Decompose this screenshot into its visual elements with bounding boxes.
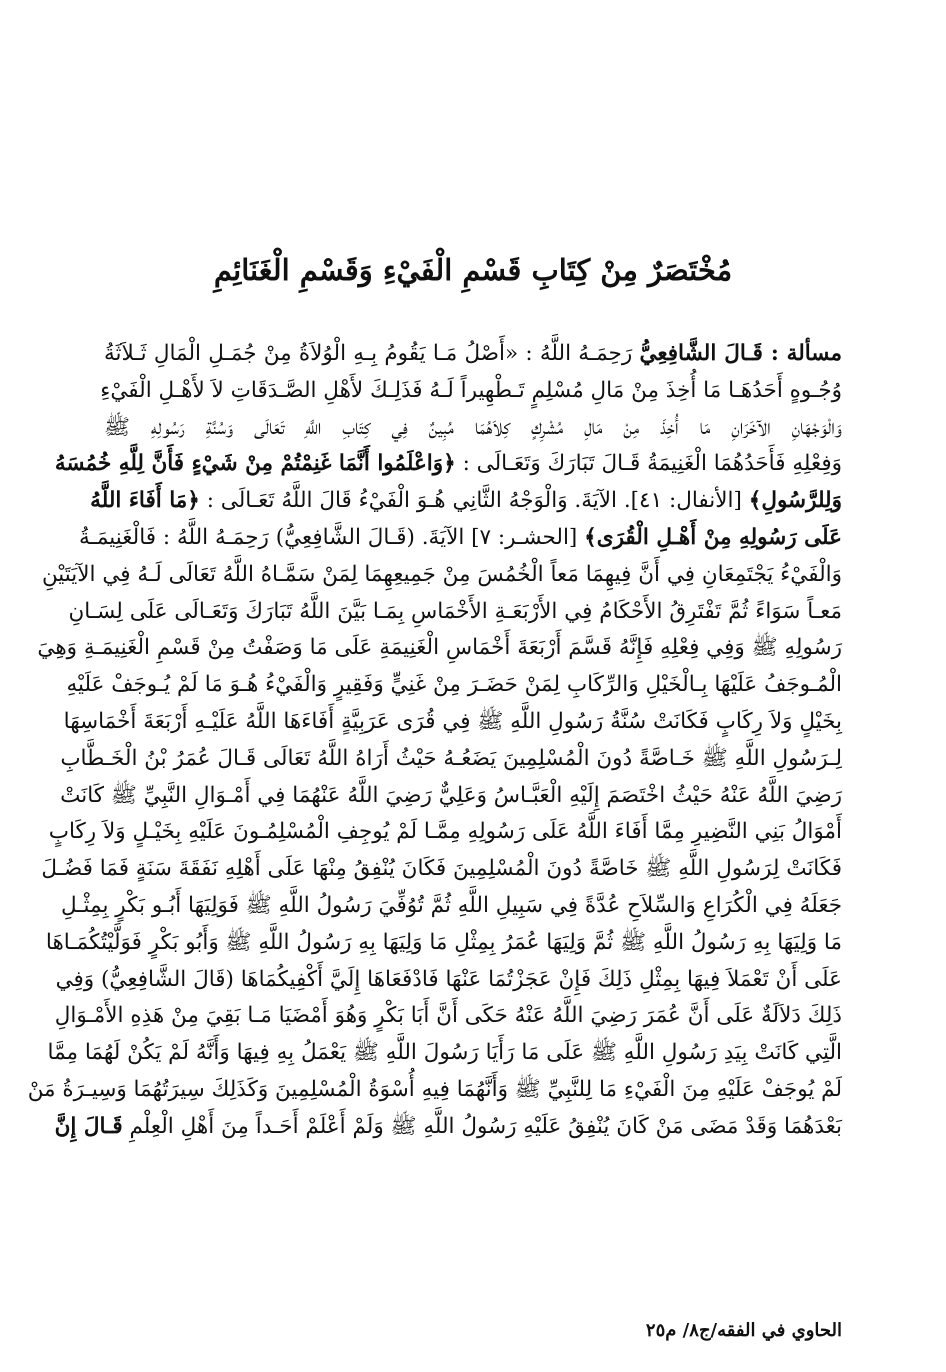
bold-text-run: ﴿مَا أَفَاءَ اللَّهُ	[90, 488, 200, 514]
text-line	[45, 925, 842, 962]
text-run: الَّتِي كَانَتْ بِيَدِ رَسُولِ اللَّهِ ﷺ عَلَى مَا رَأَيَا رَسُولَ اللَّهِ ﷺ يَعْمَلُ بِهِ فِيهَا وَأَنَّهُ لَمْ يَكُنْ لَهُمَا مِمَّا	[47, 1040, 842, 1066]
text-run: وَالْفَيْءُ يَجْتَمِعَانِ فِي أَنَّ فِيهِمَا مَعاً الْخُمُسَ مِنْ جَمِيعِهِمَا لِمَنْ سَمَّـاهُ اللَّهُ تَعَالَى لَـهُ فِي الآيَتَيْنِ	[41, 561, 842, 587]
text-line	[66, 667, 842, 704]
text-run: لِـرَسُولِ اللَّهِ ﷺ خَـاصَّةً دُونَ الْمُسْلِمِينَ يَضَعُـهُ حَيْثُ أَرَاهُ اللَّهُ تَعَالَى قَـالَ عُمَرُ بْنُ الْخَـطَّابِ	[60, 745, 842, 771]
text-line	[37, 630, 842, 667]
text-line	[104, 410, 842, 447]
bold-text-run: وَلِلرَّسُولِ﴾	[748, 488, 842, 514]
text-line	[55, 962, 842, 999]
bold-text-run: عَلَى رَسُولِهِ مِنْ أَهْـلِ الْقُرَى﴾	[584, 524, 842, 550]
text-run: [الحشـر: ٧] الآيَةَ. (قَـالَ الشَّافِعِيُّ) رَحِمَـهُ اللَّهُ : فَالْغَنِيمَـةُ	[79, 524, 585, 550]
text-run: رَضِيَ اللَّهُ عَنْهُ حَيْثُ اخْتَصَمَ إِلَيْهِ الْعَبَّـاسُ وَعَلِيٌّ رَضِيَ اللَّهُ عَنْهُمَا فِي أَمْـوَالِ النَّبِيِّ ﷺ كَانَتْ	[60, 782, 842, 808]
bold-text-run: ﴿وَاعْلَمُوا أَنَّمَا غَنِمْتُمْ مِنْ شَيْءٍ فَأَنَّ لِلَّهِ خُمُسَهُ	[54, 451, 456, 477]
text-run: وَفِعْلِهِ فَأَحَدُهُمَا الْغَنِيمَةُ قَـالَ تَبَارَكَ وَتَعَـالَى :	[455, 451, 842, 477]
text-run: لَمْ يُوجَفْ عَلَيْهِ مِنَ الْفَيْءِ مَا لِلنَّبِيِّ ﷺ وَأَنَّهُمَا فِيهِ أُسْوَةُ الْمُسْلِمِينَ وَكَذَلِكَ سِيرَتُهُمَا وَسِيـرَةُ مَنْ	[27, 1076, 842, 1102]
text-line	[60, 888, 842, 925]
text-run: مَا وَلِيَهَا بِهِ رَسُولُ اللَّهِ ﷺ ثُمَّ وَلِيَهَا عُمَرُ بِمِثْلِ مَا وَلِيَهَا بِهِ رَسُولُ اللَّهِ ﷺ وَأَبُو بَكْرٍ فَوَلَّيْتُكُمَـاهَا	[45, 929, 842, 955]
text-line	[41, 557, 842, 594]
text-line	[79, 520, 842, 557]
text-run: [الأنفال: ٤١]. الآيَةَ. وَالْوَجْهُ الثَّانِي هُـوَ الْفَيْءُ قَالَ اللَّهُ تَعَـالَى :	[199, 488, 749, 514]
text-line	[60, 741, 842, 778]
text-run: مَعـاً سَوَاءً ثُمَّ تَفْتَرِقُ الأَحْكَامُ فِي الأَرْبَعَـةِ الأَخْمَاسِ بِمَـا بَيَّنَ اللَّهُ تَبَارَكَ وَتَعَـالَى عَلَى لِسَـانِ	[68, 598, 842, 624]
text-line	[47, 1035, 842, 1072]
text-line	[54, 1109, 842, 1146]
text-line	[27, 1072, 842, 1109]
text-run: فَكَانَتْ لِرَسُولِ اللَّهِ ﷺ خَاصَّةً دُونَ الْمُسْلِمِينَ فَكَانَ يُنْفِقُ مِنْهَا عَلَى أَهْلِهِ نَفَقَةَ سَنَةٍ فَمَا فَضُـلَ	[41, 856, 842, 882]
text-line	[100, 373, 842, 410]
text-line	[54, 998, 842, 1035]
text-run: أَمْوَالُ بَنِي النَّضِيرِ مِمَّا أَفَاءَ اللَّهُ عَلَى رَسُولِهِ مِمَّـا لَمْ يُوجِفِ الْمُسْلِمُـونَ عَلَيْهِ بِخَيْـلٍ وَلاَ رِكَابٍ	[48, 819, 842, 845]
text-run: ذَلِكَ دَلاَلَةٌ عَلَى أَنَّ عُمَرَ رَضِيَ اللَّهُ عَنْهُ حَكَى أَنَّ أَبَا بَكْرٍ وَهُوَ أَمْضَيَا مَـا بَقِيَ مِنْ هَذِهِ الأَمْـوَالِ	[54, 1003, 842, 1029]
text-run: جَعَلَهُ فِي الْكُرَاعِ وَالسِّلاَحِ عُدَّةً فِي سَبِيلِ اللَّهِ ثُمَّ تُوُفِّيَ رَسُولُ اللَّهِ ﷺ فَوَلِيَهَا أَبُـو بَكْرٍ بِمِثْـلِ	[60, 892, 842, 918]
text-run: رَسُولِهِ ﷺ وَفِي فِعْلِهِ فَإِنَّهُ قَسَّمَ أَرْبَعَةَ أَخْمَاسِ الْغَنِيمَةِ عَلَى مَا وَصَفْتُ مِنْ قَسْمِ الْغَنِيمَـةِ وَهِيَ	[37, 635, 842, 661]
text-line	[63, 704, 842, 741]
text-line	[48, 814, 842, 851]
chapter-title: مُخْتَصَرٌ مِنْ كِتَابِ قَسْمِ الْفَيْءِ وَقَسْمِ الْغَنَائِمِ	[213, 253, 733, 287]
text-line	[90, 483, 842, 520]
body-text	[27, 336, 843, 1146]
page-footer: الحاوي في الفقه/ج٨/ م٢٥	[645, 1320, 842, 1341]
bold-text-run: قَـالَ إِنَّ	[54, 1113, 123, 1139]
text-run: بِخَيْلٍ وَلاَ رِكَابٍ فَكَانَتْ سُنَّةُ رَسُولِ اللَّهِ ﷺ فِي قُرَى عَرَبِيَّةٍ أَفَاءَهَا اللَّهُ عَلَيْـهِ أَرْبَعَةَ أَخْمَاسِهَا	[63, 708, 842, 734]
text-run: وُجُـوهٍ أَحَدُهَـا مَا أُخِذَ مِنْ مَالِ مُسْلِمٍ تَـطْهِيراً لَـهُ فَذَلِـكَ لأَهْلِ الصَّـدَقَاتِ لاَ لأَهْـلِ الْفَيْءِ	[100, 377, 842, 403]
text-run: رَحِمَـهُ اللَّهُ : «أَصْلُ مَـا يَقُومُ بِـهِ الْوُلاَةُ مِنْ جُمَـلِ الْمَالِ ثَـلاَثَةُ	[104, 341, 640, 366]
text-run: بَعْدَهُمَا وَقَدْ مَضَى مَنْ كَانَ يُنْفِقُ عَلَيْهِ رَسُولُ اللَّهِ ﷺ وَلَمْ أَعْلَمْ أَحَـداً مِنَ أَهْلِ الْعِلْمِ	[122, 1113, 842, 1139]
text-run: وَالْوَجْهَانِ الآخَرَانِ مَا أُخِذَ مِنْ مَالِ مُشْرِكٍ كِلاَهُمَا مُبِينٌ فِي كِتَابِ اللَّهِ تَعَالَى وَسُنَّةِ رَسُولِهِ ﷺ	[104, 414, 842, 440]
text-line	[54, 446, 842, 483]
text-run: عَلَى أَنْ تَعْمَلاَ فِيهَا بِمِثْلِ ذَلِكَ فَإِنْ عَجَزْتُمَا عَنْهَا فَادْفَعَاهَا إِلَيَّ أَكْفِيكُمَاهَا (قَالَ الشَّافِعِيُّ) وَفِي	[55, 966, 842, 992]
text-line	[104, 336, 842, 373]
text-run: الْمُـوجَفُ عَلَيْهَا بِـالْخَيْلِ وَالرِّكَابِ لِمَنْ حَضَـرَ مِنْ غَنِيٍّ وَفَقِيرٍ وَالْفَيْءُ هُـوَ مَا لَمْ يُـوجَفْ عَلَيْهِ	[66, 672, 842, 698]
text-line	[60, 778, 842, 815]
text-line	[41, 851, 842, 888]
bold-text-run: مسألة : قَـالَ الشَّافِعِيُّ	[639, 341, 843, 366]
text-line	[68, 594, 842, 631]
